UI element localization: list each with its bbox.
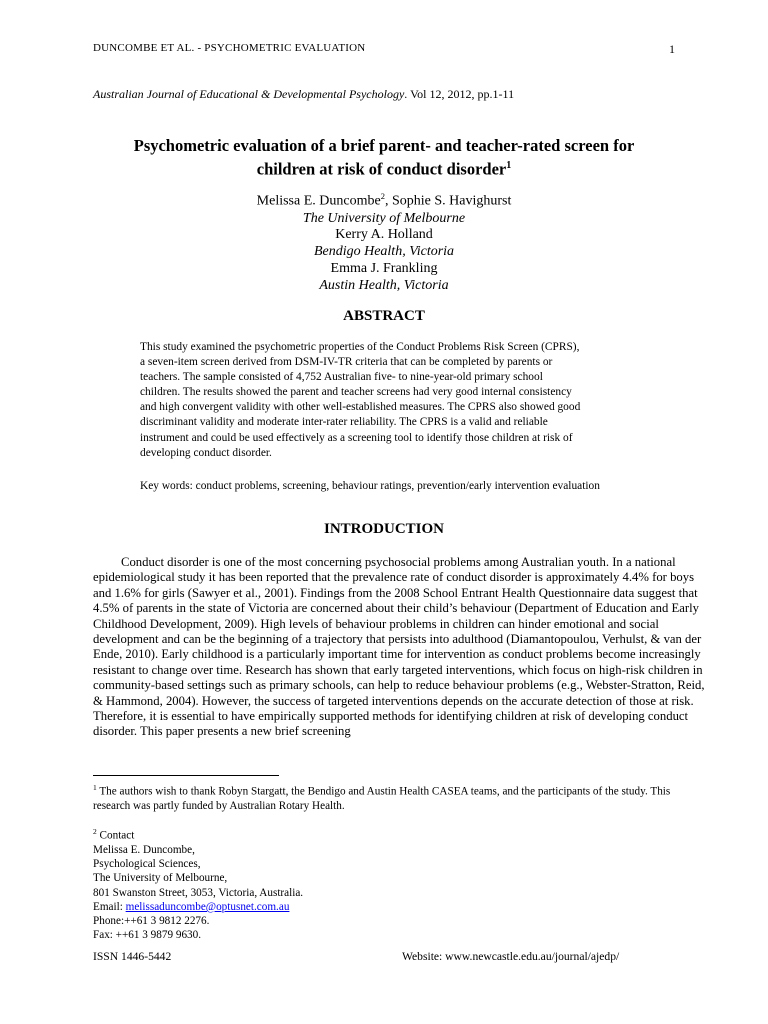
footnote-divider (93, 775, 279, 776)
journal-citation (93, 87, 514, 102)
title-line-2: children at risk of conduct disorder$^1$ (256, 159, 512, 179)
abstract-line: instrument and could be used effectively as a screening tool to identify those children at risk of (140, 431, 573, 444)
affiliation-3: Austin Health, Victoria (319, 278, 449, 294)
abstract-heading: ABSTRACT (343, 308, 425, 324)
email-link[interactable]: melissaduncombe@optusnet.com.au (125, 900, 290, 913)
abstract-line: discriminant validity and moderate inter-rater reliability. The CPRS is a valid and reliable (140, 416, 548, 429)
footnote-1-text: The authors wish to thank Robyn Stargatt, the Bendigo and Austin Health CASEA teams, and the participants of the study. This research was partly funded by Australian Rotary Health. (93, 785, 671, 812)
email-label: Email: (93, 900, 126, 913)
abstract-line: children. The results showed the parent and teacher screens had very good internal consistency (140, 386, 572, 399)
page-number: 1 (669, 42, 675, 56)
title-footnote-marker[interactable]: 1 (506, 160, 512, 171)
author-footnote-marker[interactable]: 2 (380, 191, 385, 201)
footnote-spacer (93, 813, 708, 825)
author-line-2: Kerry A. Holland (335, 227, 433, 243)
footnote-2-label: $^2$ Contact (93, 827, 135, 842)
journal-name: Australian Journal of Educational & Developmental Psychology (93, 87, 405, 101)
footnote-1-marker: 1 (93, 783, 97, 792)
footer-issn: ISSN 1446-5442 (93, 950, 172, 963)
abstract-text (140, 340, 660, 461)
keywords: Key words: conduct problems, screening, behaviour ratings, prevention/early intervention evaluation (140, 480, 600, 492)
footnotes (93, 781, 708, 943)
contact-name: Melissa E. Duncombe, (93, 844, 195, 857)
abstract-line: teachers. The sample consisted of 4,752 Australian five- to nine-year-old primary school (140, 371, 543, 384)
journal-details: . Vol 12, 2012, pp.1-11 (404, 87, 515, 101)
contact-email-line (93, 900, 708, 914)
abstract-line: This study examined the psychometric properties of the Conduct Problems Risk Screen (CPRS), (140, 341, 580, 353)
affiliation-1: The University of Melbourne (302, 210, 466, 226)
contact-department: Psychological Sciences, (93, 858, 201, 871)
footer-website: Website: www.newcastle.edu.au/journal/ajedp/ (402, 950, 620, 963)
contact-fax: Fax: ++61 3 9879 9630. (93, 929, 202, 942)
abstract-line: developing conduct disorder. (140, 446, 272, 459)
introduction-paragraph: Conduct disorder is one of the most concerning psychosocial problems among Australian youth. In a national epidemiological study it has been reported that the prevalence rate of conduct disorder is approximately 4.4% for boys and 1.6% for girls (Sawyer et al., 2001). Findings from the 2008 School Entrant Health Questionnaire data suggest that 4.5% of parents in the state of Victoria are concerned about their child’s behaviour (Department of Education and Early Childhood Development, 2009). High levels of behaviour problems in children can hinder emotional and social development and can be the beginning of a trajectory that persists into adulthood (Diamantopoulou, Verhulst, & van der Ende, 2010). Early childhood is a particularly important time for intervention as conduct problems become increasingly resistant to change over time. Research has shown that early targeted interventions, which focus on high-risk children in community-based settings such as primary schools, can help to reduce behaviour problems (e.g., Webster-Stratton, Reid, & Hammond, 2004). However, the success of targeted interventions depends on the accurate detection of those at risk. Therefore, it is essential to have empirically supported methods for identifying children at risk of developing conduct disorder. This paper presents a new brief screening (93, 555, 705, 739)
introduction-heading: INTRODUCTION (323, 521, 444, 537)
affiliation-2: Bendigo Health, Victoria (313, 244, 455, 260)
author-line-1: Melissa E. Duncombe$^2$, Sophie S. Havighurst (256, 191, 512, 209)
contact-address: 801 Swanston Street, 3053, Victoria, Australia. (93, 886, 304, 899)
author-line-3: Emma J. Frankling (330, 261, 438, 277)
abstract-line: and high convergent validity with other well-established measures. The CPRS also showed good (140, 401, 581, 414)
abstract-line: a seven-item screen derived from DSM-IV-TR criteria that can be completed by parents or (140, 356, 553, 369)
author-block (93, 188, 675, 295)
running-head: DUNCOMBE ET AL. - PSYCHOMETRIC EVALUATION (93, 42, 366, 54)
contact-phone: Phone:++61 3 9812 2276. (93, 915, 210, 928)
footnote-1 (93, 781, 708, 813)
footnote-2-marker: 2 (93, 827, 97, 837)
title-line-1: Psychometric evaluation of a brief parent- and teacher-rated screen for (133, 136, 635, 155)
paper-title (93, 136, 675, 180)
contact-university: The University of Melbourne, (93, 872, 228, 885)
